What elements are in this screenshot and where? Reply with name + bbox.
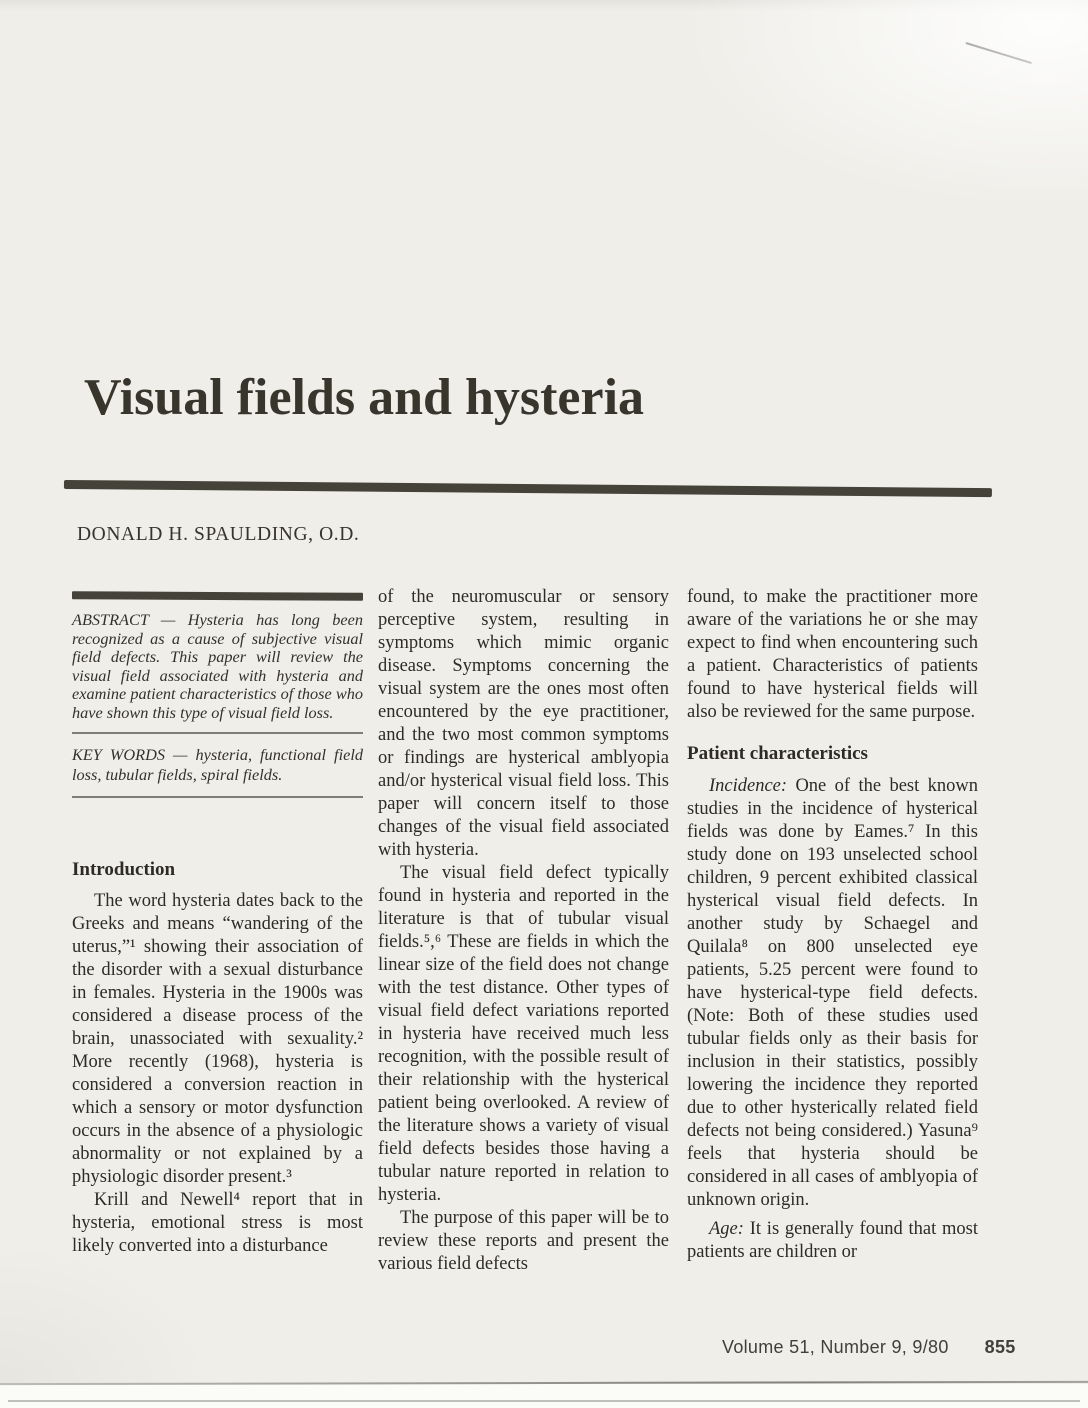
footer (722, 1337, 1016, 1358)
paragraph-introduction-1: The word hysteria dates back to the Greeks and means “wandering of the uterus,”¹ showing their association of the disorder with a sexual disturbance in females. Hysteria in the 1900s was considered a disease process of the brain, unassociated with sexuality.² More recently (1968), hysteria is considered a conversion reaction in which a sensory or motor dysfunction occurs in the absence of a physiologic abnormality or not explained by a physiologic disorder present.³ (72, 890, 363, 1187)
keywords-divider-rule (72, 796, 363, 798)
title-rule (64, 480, 992, 497)
page-title: Visual fields and hysteria (84, 369, 645, 426)
footer-page-number: 855 (984, 1337, 1016, 1357)
abstract-text: ABSTRACT — Hysteria has long been recognized as a cause of subjective visual field defects. This paper will review the visual field associated with hysteria and examine patient characteristics of those who have shown this type of visual field loss. (72, 610, 363, 722)
scan-artifact-line (8, 1400, 1080, 1402)
author-name: DONALD H. SPAULDING, O.D. (77, 524, 360, 545)
section-heading-introduction: Introduction (72, 858, 176, 880)
column-left (72, 586, 363, 1258)
paragraph-age (687, 1218, 978, 1264)
keywords-text: KEY WORDS — hysteria, functional field loss, tubular fields, spiral fields. (72, 744, 363, 784)
column-right (687, 586, 978, 1264)
paragraph-middle-continuation: of the neuromuscular or sensory perceptive system, resulting in symptoms which mimic organic disease. Symptoms concerning the visual system are the ones most often encountered by the eye practitioner, and the two most common symptoms or findings are hysterical amblyopia and/or hysterical visual field loss. This paper will concern itself to those changes of the visual field associated with hysteria. (378, 587, 669, 860)
paragraph-introduction-2: Krill and Newell⁴ report that in hysteria, emotional stress is most likely converted into a disturbance (72, 1189, 363, 1256)
paragraph-purpose: The purpose of this paper will be to review these reports and present the various field defects (378, 1208, 669, 1274)
paragraph-age-text: It is generally found that most patients are children or (687, 1219, 978, 1262)
paragraph-incidence-text: One of the best known studies in the incidence of hysterical fields was done by Eames.⁷ In this study done on 193 unselected school children, 9 percent exhibited classical hysterical visual field defects. In another study by Schaegel and Quilala⁸ on 800 unselected eye patients, 5.25 percent were found to have hysterical-type field defects. (Note: Both of these studies used tubular fields only as their basis for inclusion in their statistics, possibly lowering the incidence they reported due to other hysterically related field defects not being considered.) Yasuna⁹ feels that hysteria should be considered in all cases of amblyopia of unknown origin. (687, 776, 978, 1210)
paragraph-incidence (687, 775, 978, 1212)
abstract-top-rule (72, 591, 363, 601)
paragraph-lead-incidence: Incidence: (709, 776, 788, 796)
abstract-divider-rule (72, 732, 363, 734)
paragraph-tubular-fields: The visual field defect typically found in hysteria and reported in the literature is that of tubular visual fields.⁵,⁶ These are fields in which the linear size of the field does not change with the test distance. Other types of visual field defect variations reported in hysteria have received much less recognition, with the possible result of their relationship with the hysterical patient being overlooked. A review of the literature shows a variety of visual field defects besides those having a tubular nature reported in relation to hysteria. (378, 863, 669, 1205)
column-middle (378, 586, 669, 1276)
section-heading-patient-characteristics: Patient characteristics (687, 743, 868, 764)
paragraph-lead-age: Age: (709, 1219, 744, 1239)
pencil-mark (965, 42, 1032, 64)
paragraph-right-continuation: found, to make the practitioner more aware of the variations he or she may expect to find when encountering such a patient. Characteristics of patients found to have hysterical fields will also be reviewed for the same purpose. (687, 587, 978, 722)
footer-issue: Volume 51, Number 9, 9/80 (722, 1337, 949, 1357)
paper-bottom-edge (0, 1381, 1088, 1385)
